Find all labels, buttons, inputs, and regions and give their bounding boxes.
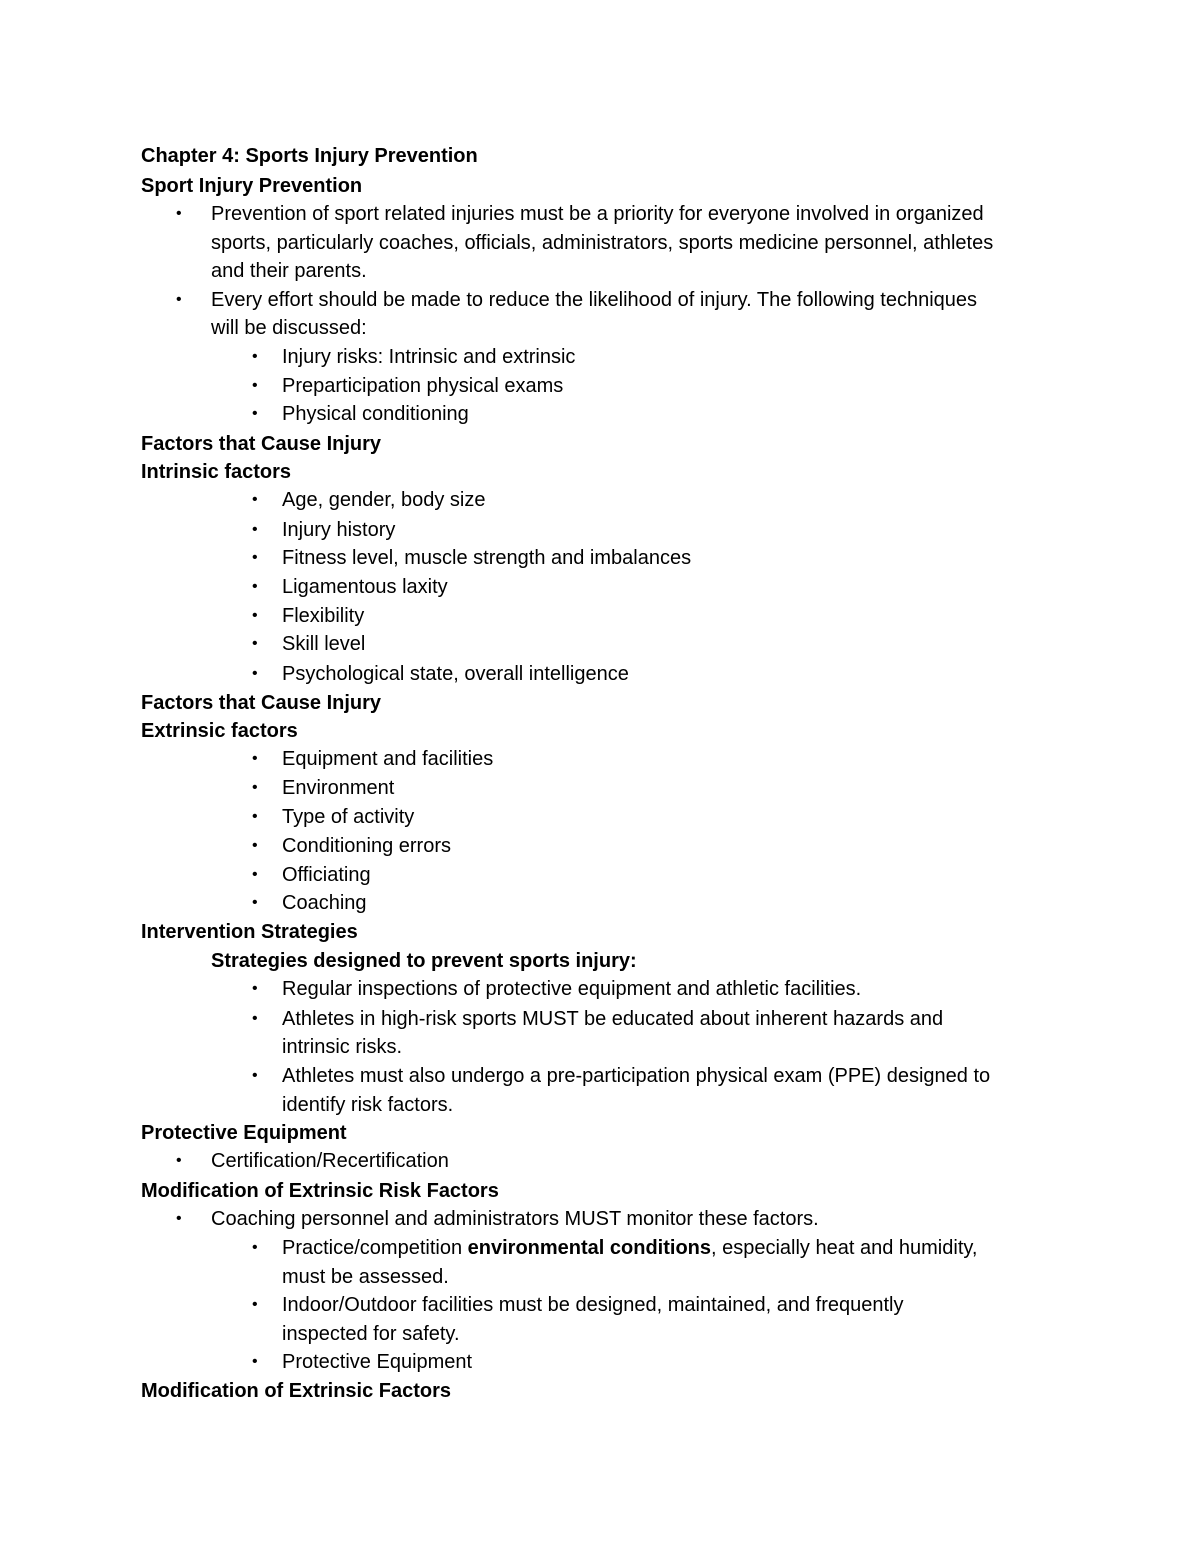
sub-bullet-marker: •: [252, 779, 258, 796]
sub-bullet-marker: •: [252, 866, 258, 883]
bullet-marker: •: [176, 291, 182, 308]
sub-bullet-text: Conditioning errors: [282, 835, 451, 857]
sub-bullet-text: Preparticipation physical exams: [282, 375, 564, 397]
emphasis-text: environmental conditions: [467, 1237, 711, 1259]
section-heading: Intervention Strategies: [141, 921, 358, 943]
sub-bullet-text: Psychological state, overall intelligence: [282, 663, 629, 685]
sub-bullet-text: identify risk factors.: [282, 1094, 454, 1116]
section-subheading: Strategies designed to prevent sports injury:: [211, 950, 637, 972]
sub-bullet-text: Flexibility: [282, 605, 365, 627]
section-heading: Sport Injury Prevention: [141, 175, 363, 197]
sub-bullet-text: Ligamentous laxity: [282, 576, 448, 598]
sub-bullet-text: Physical conditioning: [282, 403, 469, 425]
sub-bullet-marker: •: [252, 837, 258, 854]
text-run: Practice/competition: [282, 1237, 468, 1259]
sub-bullet-text: Indoor/Outdoor facilities must be designed, maintained, and frequently: [282, 1294, 904, 1316]
sub-bullet-marker: •: [252, 1353, 258, 1370]
bullet-marker: •: [176, 1210, 182, 1227]
section-heading: Factors that Cause Injury: [141, 692, 382, 714]
sub-bullet-text: intrinsic risks.: [282, 1036, 403, 1058]
sub-bullet-marker: •: [252, 980, 258, 997]
bullet-text: Every effort should be made to reduce the likelihood of injury. The following techniques: [211, 289, 978, 311]
sub-bullet-text: Age, gender, body size: [282, 489, 486, 511]
sub-bullet-text: Type of activity: [282, 806, 415, 828]
sub-bullet-text: inspected for safety.: [282, 1323, 460, 1345]
sub-bullet-marker: •: [252, 1296, 258, 1313]
sub-bullet-text: Fitness level, muscle strength and imbalances: [282, 547, 692, 569]
sub-bullet-marker: •: [252, 894, 258, 911]
document-title: Chapter 4: Sports Injury Prevention: [141, 145, 478, 167]
section-subheading: Extrinsic factors: [141, 720, 298, 742]
sub-bullet-marker: •: [252, 491, 258, 508]
section-heading: Modification of Extrinsic Risk Factors: [141, 1180, 499, 1202]
bullet-text: and their parents.: [211, 260, 367, 282]
sub-bullet-marker: •: [252, 1010, 258, 1027]
bullet-text: will be discussed:: [211, 317, 367, 339]
section-heading: Factors that Cause Injury: [141, 433, 382, 455]
sub-bullet-marker: •: [252, 348, 258, 365]
sub-bullet-text: Environment: [282, 777, 395, 799]
bullet-marker: •: [176, 205, 182, 222]
sub-bullet-marker: •: [252, 521, 258, 538]
sub-bullet-marker: •: [252, 549, 258, 566]
sub-bullet-marker: •: [252, 750, 258, 767]
sub-bullet-text: Athletes in high-risk sports MUST be educated about inherent hazards and: [282, 1008, 944, 1030]
sub-bullet-text: must be assessed.: [282, 1266, 449, 1288]
sub-bullet-marker: •: [252, 405, 258, 422]
sub-bullet-text: Injury risks: Intrinsic and extrinsic: [282, 346, 576, 368]
sub-bullet-text: Protective Equipment: [282, 1351, 473, 1373]
bullet-marker: •: [176, 1152, 182, 1169]
sub-bullet-marker: •: [252, 1067, 258, 1084]
sub-bullet-text: Athletes must also undergo a pre-participation physical exam (PPE) designed to: [282, 1065, 991, 1087]
bullet-text: sports, particularly coaches, officials, administrators, sports medicine personnel, athletes: [211, 232, 994, 254]
sub-bullet-marker: •: [252, 607, 258, 624]
sub-bullet-text: [282, 1234, 977, 1262]
sub-bullet-text: Equipment and facilities: [282, 748, 494, 770]
bullet-text: Certification/Recertification: [211, 1150, 449, 1172]
sub-bullet-text: Coaching: [282, 892, 367, 914]
sub-bullet-marker: •: [252, 578, 258, 595]
sub-bullet-text: Injury history: [282, 519, 396, 541]
sub-bullet-marker: •: [252, 665, 258, 682]
sub-bullet-text: Regular inspections of protective equipment and athletic facilities.: [282, 978, 862, 1000]
sub-bullet-marker: •: [252, 1239, 258, 1256]
sub-bullet-marker: •: [252, 635, 258, 652]
section-heading: Protective Equipment: [141, 1122, 347, 1144]
text-run: , especially heat and humidity,: [711, 1237, 978, 1259]
bullet-text: Coaching personnel and administrators MUST monitor these factors.: [211, 1208, 819, 1230]
sub-bullet-marker: •: [252, 377, 258, 394]
sub-bullet-text: Officiating: [282, 864, 371, 886]
sub-bullet-marker: •: [252, 808, 258, 825]
bullet-text: Prevention of sport related injuries must be a priority for everyone involved in organized: [211, 203, 984, 225]
sub-bullet-text: Skill level: [282, 633, 366, 655]
section-heading: Modification of Extrinsic Factors: [141, 1380, 452, 1402]
section-subheading: Intrinsic factors: [141, 461, 292, 483]
